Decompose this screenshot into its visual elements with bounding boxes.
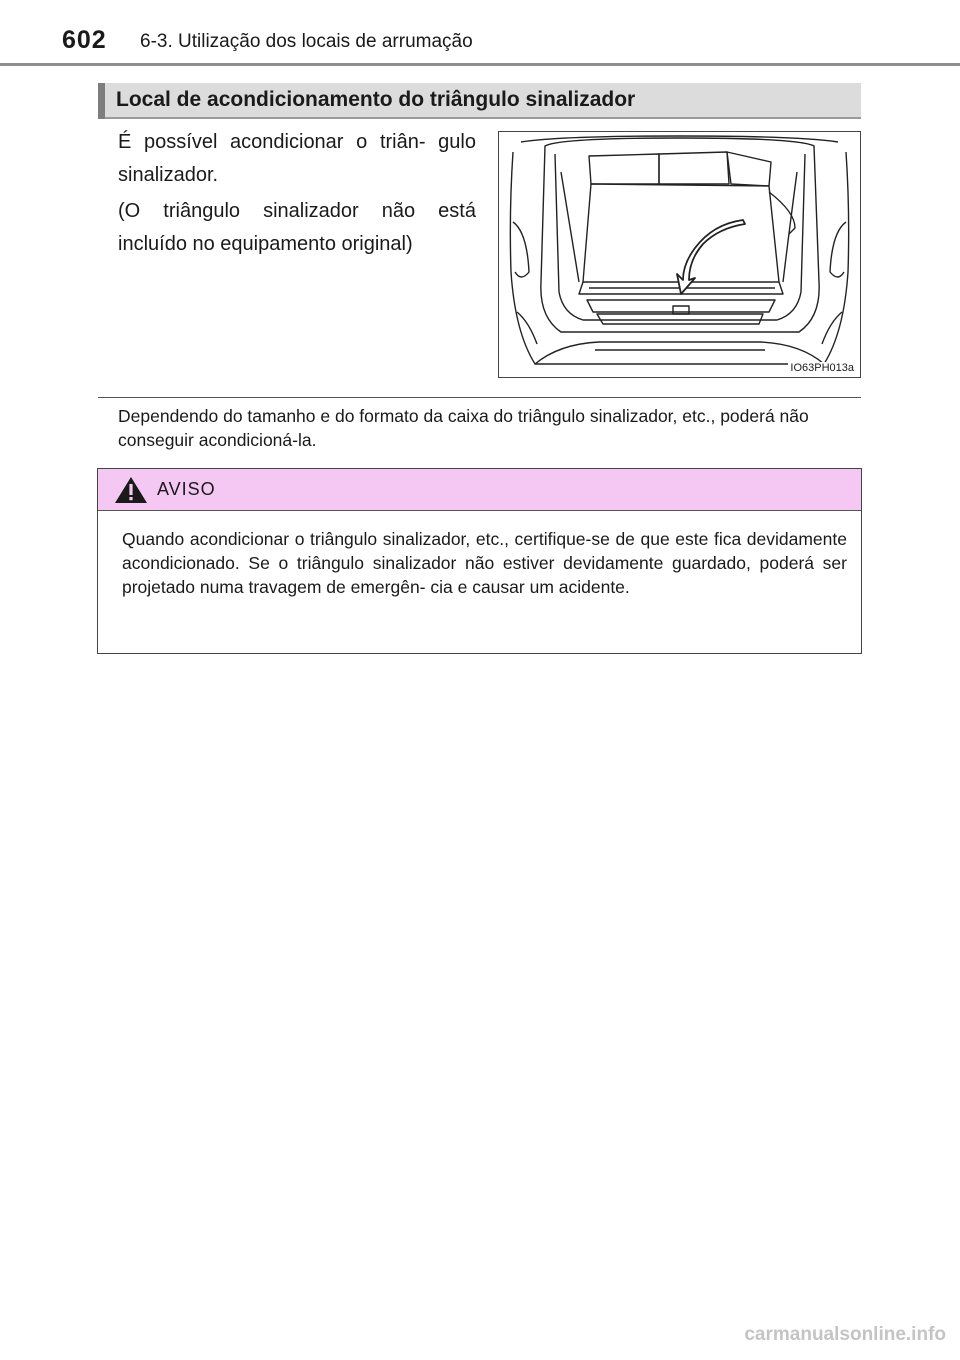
section-heading-bar	[98, 83, 861, 119]
warning-box	[97, 468, 862, 654]
section-title: Local de acondicionamento do triângulo sinalizador	[116, 88, 636, 111]
warning-title: AVISO	[157, 479, 216, 499]
warning-header	[98, 469, 861, 511]
figure-code: IO63PH013a	[790, 362, 854, 374]
section-heading-stripe	[98, 83, 105, 119]
watermark: carmanualsonline.info	[744, 1324, 946, 1345]
car-luggage-compartment-illustration	[499, 132, 860, 377]
luggage-compartment-figure	[498, 131, 861, 378]
note-text: Dependendo do tamanho e do formato da caixa do triângulo sinalizador, etc., poderá não conseguir acondicioná-la.	[118, 406, 809, 450]
intro-text	[118, 126, 476, 264]
intro-paragraph-2: (O triângulo sinalizador não está incluído no equipamento original)	[118, 200, 476, 255]
header-divider	[0, 63, 960, 66]
warning-text: Quando acondicionar o triângulo sinalizador, etc., certifique-se de que este fica devidamente acondicionado. Se o triângulo sinalizador não estiver devidamente guardado, poderá ser projetado numa travagem de emergên- cia e causar um acidente.	[122, 529, 847, 597]
intro-paragraph-1: É possível acondicionar o triân- gulo sinalizador.	[118, 131, 476, 186]
note-divider	[98, 397, 861, 398]
chapter-title: 6-3. Utilização dos locais de arrumação	[140, 31, 473, 52]
page-number: 602	[62, 26, 107, 54]
warning-triangle-icon	[114, 476, 148, 504]
